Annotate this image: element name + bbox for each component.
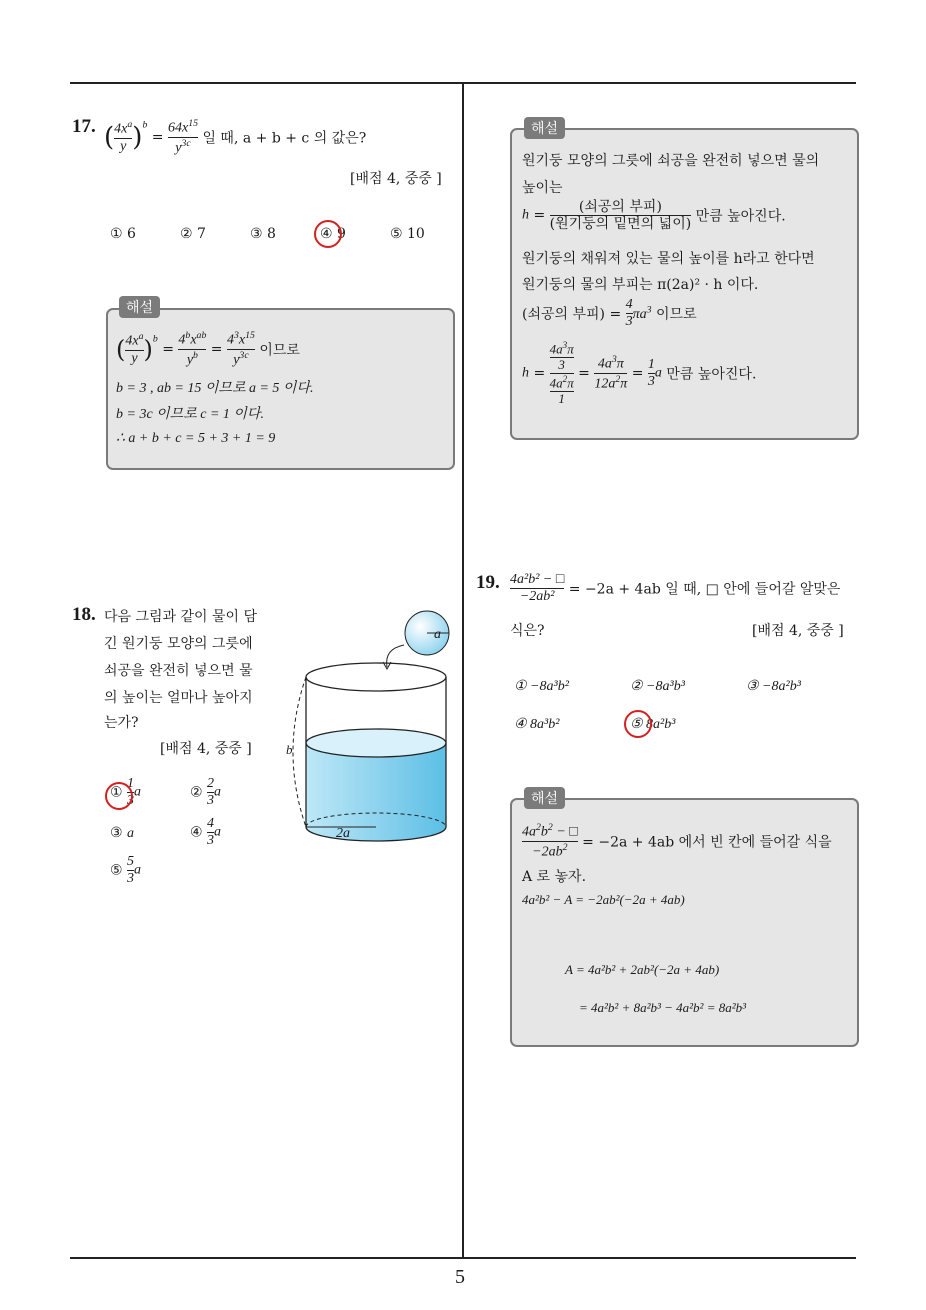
water-body — [306, 743, 446, 841]
q18-sol-rise: 만큼 높아진다. — [695, 208, 786, 225]
q19-sol-line-2: A 로 놓자. — [522, 869, 587, 885]
bottom-rule — [70, 1257, 856, 1259]
q18-choice-4[interactable]: ④ $\frac{4}{3}$ a — [190, 816, 222, 849]
q18-sol-frac-num: (쇠공의 부피) — [578, 199, 662, 215]
q17-choice-4[interactable]: ④ 9 — [320, 226, 346, 242]
q18-sol-so: 이므로 — [656, 306, 697, 323]
q17-choice-2[interactable]: ② 7 — [180, 226, 206, 242]
q19-choice-1[interactable]: ① −8a³b² — [514, 679, 569, 694]
q17-question: ( $\frac{4x^a}{y}$ )$^b$ = $\frac{64x^{15}}{y^{3c}}$ 일 때, a + b + c 의 값은? — [104, 118, 367, 156]
q17-number: 17. — [72, 116, 96, 137]
q18-question-line-5: 는가? — [104, 715, 139, 731]
q17-solution-tag: 해설 — [119, 296, 160, 318]
q19-choice-2[interactable]: ② −8a³b³ — [630, 679, 685, 694]
q19-solution-tag: 해설 — [524, 787, 565, 809]
q17-meta: [배점 4, 중중 ] — [350, 171, 442, 187]
q17-solution-line-1: ( $\frac{4x^a}{y}$ )$^b$ = $\frac{4^bx^{ab}}{y^b}$ = $\frac{4^3x^{15}}{y^{3c}}$ 이므로 — [116, 330, 300, 368]
q17-answer-mark — [314, 220, 342, 248]
q17-solution-so: 이므로 — [259, 342, 300, 359]
q17-solution-line-2: b = 3 , ab = 15 이므로 a = 5 이다. — [116, 381, 314, 396]
q18-answer-mark — [105, 782, 133, 810]
page-number: 5 — [455, 1266, 465, 1288]
q19-frac-den: −2ab² — [510, 588, 564, 605]
q17-question-text: 일 때, a + b + c 의 값은? — [202, 130, 367, 147]
q18-sol-line-4: 원기둥의 채워져 있는 물의 높이를 h라고 한다면 — [522, 251, 815, 267]
q18-choice-3[interactable]: ③ a — [110, 825, 135, 841]
q18-question-line-4: 의 높이는 얼마나 높아지 — [104, 690, 253, 706]
q18-choice-5[interactable]: ⑤ $\frac{5}{3}$ a — [110, 854, 142, 887]
q19-answer-mark — [624, 710, 652, 738]
q18-solution-tag: 해설 — [524, 117, 565, 139]
q18-sol-final: 만큼 높아진다. — [666, 366, 757, 383]
q17-choice-3[interactable]: ③ 8 — [250, 226, 276, 242]
q18-choice-2[interactable]: ② $\frac{2}{3}$ a — [190, 776, 222, 809]
q19-choice-3[interactable]: ③ −8a²b³ — [746, 679, 801, 694]
center-divider — [462, 83, 464, 1258]
q18-sol-ball-volume: (쇠공의 부피) = — [522, 306, 622, 323]
water-surface — [306, 729, 446, 757]
q17-solution-line-3: b = 3c 이므로 c = 1 이다. — [116, 407, 264, 422]
q19-sol-eq: = −2a + 4ab 에서 빈 칸에 들어갈 식을 — [582, 834, 832, 851]
q18-sol-line-1: 원기둥 모양의 그릇에 쇠공을 완전히 넣으면 물의 — [522, 153, 820, 169]
q19-meta: [배점 4, 중중 ] — [752, 623, 844, 639]
q18-label-base-radius: 2a — [336, 826, 350, 841]
q19-sol-line-1: $\frac{4a^2b^2 - □}{-2ab^2}$ = −2a + 4ab 에서 빈 칸에 들어갈 식을 — [522, 822, 832, 860]
q18-choice-1[interactable]: ① $\frac{1}{3}$ a — [110, 776, 142, 809]
q18-question-line-2: 긴 원기둥 모양의 그릇에 — [104, 636, 253, 652]
q18-label-ball-radius: a — [434, 627, 441, 642]
q19-frac-num: 4a²b² − □ — [510, 572, 565, 587]
q18-label-height: b — [286, 742, 293, 757]
q19-question-line-1 — [510, 572, 840, 605]
q18-sol-frac-den: (원기둥의 밑면의 넓이) — [549, 216, 692, 233]
q19-sol-line-4: A = 4a²b² + 2ab²(−2a + 4ab) — [565, 962, 720, 977]
q19-number: 19. — [476, 572, 500, 593]
q18-sol-line-7: h = $4a^3\pi$ 3 $4a^2\pi$ 1 = $\frac{4a^3\pi}{12a^2\pi}$ = $\frac{1}{3}$ a 만큼 높아진다. — [522, 340, 757, 407]
q19-question-text: = −2a + 4ab 일 때, □ 안에 들어갈 알맞은 — [568, 581, 841, 598]
q18-question-line-3: 쇠공을 완전히 넣으면 물 — [104, 663, 253, 679]
q19-choice-4[interactable]: ④ 8a³b² — [514, 717, 560, 732]
q19-choice-5[interactable]: ⑤ 8a²b³ — [630, 717, 676, 732]
q18-sol-line-3: h = $\frac{\text{(쇠공의 부피)}}{\text{(원기둥의 밑면의 넓이)}}$ 만큼 높아진다. — [522, 199, 786, 233]
q18-sol-line-6: (쇠공의 부피) = $\frac{4}{3}$ $\pi a^3$ 이므로 — [522, 297, 697, 330]
q18-figure — [280, 605, 460, 850]
q18-meta: [배점 4, 중중 ] — [160, 741, 252, 757]
q17-choice-5[interactable]: ⑤ 10 — [390, 226, 425, 242]
q18-sol-line-5: 원기둥의 물의 부피는 π(2a)² · h 이다. — [522, 277, 759, 293]
cylinder-top — [306, 663, 446, 691]
q18-question-line-1: 다음 그림과 같이 물이 담 — [104, 609, 258, 625]
q18-number: 18. — [72, 604, 96, 625]
q17-choice-1[interactable]: ① 6 — [110, 226, 136, 242]
q19-question-line-2: 식은? — [510, 623, 545, 639]
q19-sol-line-5: = 4a²b² + 8a²b³ − 4a²b² = 8a²b³ — [579, 1000, 747, 1015]
q18-sol-line-2: 높이는 — [522, 180, 563, 196]
q19-sol-line-3: 4a²b² − A = −2ab²(−2a + 4ab) — [522, 892, 685, 907]
q17-solution-line-4: ∴ a + b + c = 5 + 3 + 1 = 9 — [116, 431, 276, 446]
